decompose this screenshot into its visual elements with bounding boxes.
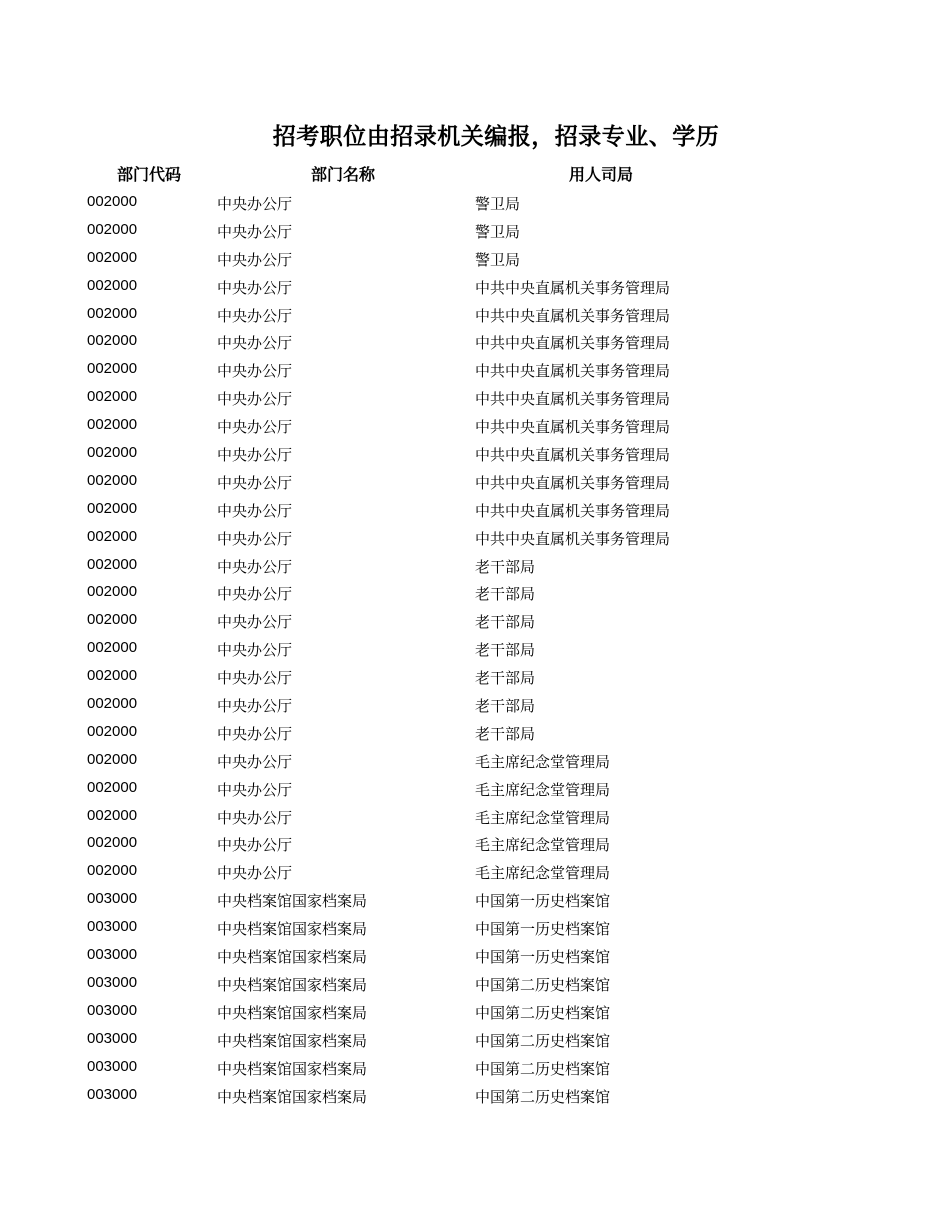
cell-name: 中央办公厅 — [217, 391, 293, 409]
cell-code: 002000 — [87, 750, 138, 768]
cell-name: 中央档案馆国家档案局 — [217, 1032, 368, 1050]
table-row — [0, 885, 950, 913]
table-row — [0, 1025, 950, 1053]
cell-code: 002000 — [87, 388, 138, 406]
cell-code: 002000 — [87, 471, 138, 489]
cell-code: 002000 — [87, 527, 138, 545]
cell-code: 002000 — [87, 555, 138, 573]
table-row — [0, 300, 950, 328]
cell-bureau: 中国第一历史档案馆 — [475, 921, 611, 939]
table-row — [0, 327, 950, 355]
cell-name: 中央办公厅 — [217, 447, 293, 465]
cell-code: 003000 — [87, 973, 138, 991]
table-row — [0, 662, 950, 690]
cell-name: 中央办公厅 — [217, 865, 293, 883]
cell-code: 002000 — [87, 248, 138, 266]
table-row — [0, 495, 950, 523]
cell-code: 003000 — [87, 1085, 138, 1103]
cell-name: 中央办公厅 — [217, 586, 293, 604]
table-row — [0, 578, 950, 606]
table-row — [0, 355, 950, 383]
cell-code: 003000 — [87, 890, 138, 908]
cell-bureau: 中国第二历史档案馆 — [475, 1004, 611, 1022]
cell-name: 中央档案馆国家档案局 — [217, 1004, 368, 1022]
cell-name: 中央办公厅 — [217, 698, 293, 716]
table-row — [0, 634, 950, 662]
cell-name: 中央办公厅 — [217, 753, 293, 771]
cell-code: 002000 — [87, 304, 138, 322]
cell-bureau: 毛主席纪念堂管理局 — [475, 781, 611, 799]
cell-bureau: 中共中央直属机关事务管理局 — [475, 363, 671, 381]
cell-code: 003000 — [87, 1001, 138, 1019]
cell-bureau: 毛主席纪念堂管理局 — [475, 837, 611, 855]
table-row — [0, 774, 950, 802]
cell-name: 中央办公厅 — [217, 725, 293, 743]
table-row — [0, 1053, 950, 1081]
cell-bureau: 中共中央直属机关事务管理局 — [475, 419, 671, 437]
table-row — [0, 941, 950, 969]
cell-code: 002000 — [87, 778, 138, 796]
cell-bureau: 中国第二历史档案馆 — [475, 1088, 611, 1106]
cell-bureau: 老干部局 — [475, 698, 536, 716]
cell-bureau: 毛主席纪念堂管理局 — [475, 753, 611, 771]
cell-bureau: 老干部局 — [475, 614, 536, 632]
cell-name: 中央办公厅 — [217, 809, 293, 827]
document-title: 招考职位由招录机关编报，招录专业、学历 — [272, 123, 720, 149]
cell-name: 中央办公厅 — [217, 223, 293, 241]
cell-bureau: 老干部局 — [475, 642, 536, 660]
cell-bureau: 中共中央直属机关事务管理局 — [475, 530, 671, 548]
cell-bureau: 老干部局 — [475, 558, 536, 576]
cell-name: 中央办公厅 — [217, 530, 293, 548]
cell-name: 中央档案馆国家档案局 — [217, 921, 368, 939]
table-row — [0, 997, 950, 1025]
column-header-name: 部门名称 — [310, 167, 375, 184]
cell-code: 002000 — [87, 611, 138, 629]
cell-name: 中央办公厅 — [217, 502, 293, 520]
table-row — [0, 606, 950, 634]
table-row — [0, 1081, 950, 1109]
table-row — [0, 439, 950, 467]
cell-name: 中央办公厅 — [217, 781, 293, 799]
cell-name: 中央档案馆国家档案局 — [217, 1088, 368, 1106]
cell-code: 002000 — [87, 416, 138, 434]
cell-name: 中央办公厅 — [217, 558, 293, 576]
cell-code: 002000 — [87, 444, 138, 462]
table-row — [0, 746, 950, 774]
table-row — [0, 551, 950, 579]
cell-bureau: 中共中央直属机关事务管理局 — [475, 502, 671, 520]
cell-name: 中央办公厅 — [217, 335, 293, 353]
table-row — [0, 467, 950, 495]
cell-name: 中央办公厅 — [217, 642, 293, 660]
table-row — [0, 188, 950, 216]
cell-bureau: 中共中央直属机关事务管理局 — [475, 279, 671, 297]
table-body — [0, 188, 950, 1108]
cell-bureau: 警卫局 — [475, 223, 521, 241]
table-row — [0, 411, 950, 439]
cell-bureau: 中共中央直属机关事务管理局 — [475, 447, 671, 465]
cell-bureau: 老干部局 — [475, 586, 536, 604]
cell-bureau: 毛主席纪念堂管理局 — [475, 865, 611, 883]
cell-name: 中央办公厅 — [217, 279, 293, 297]
cell-code: 002000 — [87, 834, 138, 852]
cell-name: 中央档案馆国家档案局 — [217, 949, 368, 967]
cell-name: 中央办公厅 — [217, 196, 293, 213]
cell-name: 中央档案馆国家档案局 — [217, 893, 368, 911]
cell-bureau: 警卫局 — [475, 251, 521, 269]
cell-name: 中央办公厅 — [217, 670, 293, 688]
table-row — [0, 272, 950, 300]
cell-bureau: 毛主席纪念堂管理局 — [475, 809, 611, 827]
cell-code: 002000 — [87, 499, 138, 517]
cell-name: 中央办公厅 — [217, 307, 293, 325]
cell-code: 002000 — [87, 639, 138, 657]
cell-code: 002000 — [87, 862, 138, 880]
table-row — [0, 829, 950, 857]
cell-bureau: 中国第二历史档案馆 — [475, 976, 611, 994]
cell-code: 003000 — [87, 918, 138, 936]
table-row — [0, 523, 950, 551]
cell-name: 中央办公厅 — [217, 837, 293, 855]
cell-bureau: 中国第一历史档案馆 — [475, 949, 611, 967]
cell-bureau: 老干部局 — [475, 725, 536, 743]
cell-code: 002000 — [87, 695, 138, 713]
cell-name: 中央办公厅 — [217, 474, 293, 492]
cell-bureau: 中共中央直属机关事务管理局 — [475, 391, 671, 409]
table-row — [0, 913, 950, 941]
cell-name: 中央办公厅 — [217, 614, 293, 632]
cell-name: 中央档案馆国家档案局 — [217, 976, 368, 994]
cell-bureau: 中共中央直属机关事务管理局 — [475, 474, 671, 492]
table-row — [0, 857, 950, 885]
cell-bureau: 中共中央直属机关事务管理局 — [475, 335, 671, 353]
cell-code: 002000 — [87, 193, 138, 210]
cell-name: 中央办公厅 — [217, 251, 293, 269]
cell-name: 中央办公厅 — [217, 363, 293, 381]
cell-bureau: 老干部局 — [475, 670, 536, 688]
cell-code: 002000 — [87, 332, 138, 350]
table-row — [0, 383, 950, 411]
table-row — [0, 216, 950, 244]
cell-bureau: 中国第二历史档案馆 — [475, 1060, 611, 1078]
cell-name: 中央办公厅 — [217, 419, 293, 437]
cell-code: 003000 — [87, 1029, 138, 1047]
cell-code: 002000 — [87, 667, 138, 685]
table-row — [0, 802, 950, 830]
cell-code: 002000 — [87, 722, 138, 740]
table-row — [0, 244, 950, 272]
cell-code: 003000 — [87, 1057, 138, 1075]
cell-bureau: 中国第一历史档案馆 — [475, 893, 611, 911]
cell-bureau: 中国第二历史档案馆 — [475, 1032, 611, 1050]
column-header-code: 部门代码 — [116, 167, 181, 184]
cell-code: 002000 — [87, 276, 138, 294]
cell-name: 中央档案馆国家档案局 — [217, 1060, 368, 1078]
cell-code: 002000 — [87, 806, 138, 824]
cell-bureau: 中共中央直属机关事务管理局 — [475, 307, 671, 325]
table-row — [0, 690, 950, 718]
cell-code: 002000 — [87, 220, 138, 238]
cell-code: 002000 — [87, 583, 138, 601]
table-row — [0, 969, 950, 997]
cell-code: 003000 — [87, 946, 138, 964]
column-header-bureau: 用人司局 — [568, 167, 633, 184]
cell-bureau: 警卫局 — [475, 196, 521, 213]
table-row — [0, 718, 950, 746]
cell-code: 002000 — [87, 360, 138, 378]
